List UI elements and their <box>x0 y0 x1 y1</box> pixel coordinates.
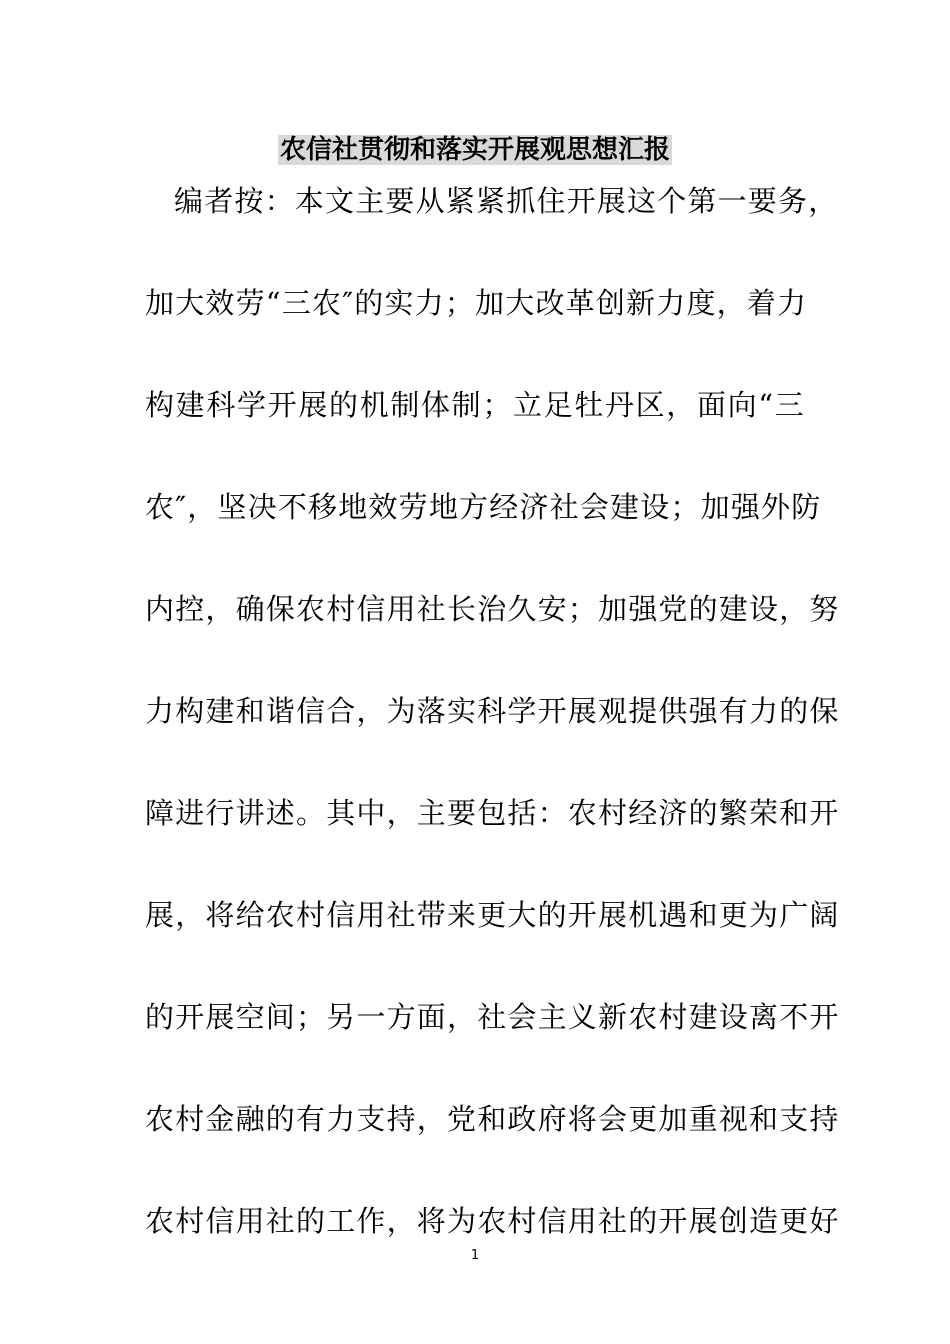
body-line: 加大效劳“三农″的实力；加大改革创新力度，着力 <box>145 286 808 320</box>
body-line: 内控，确保农村信用社长治久安；加强党的建设，努 <box>145 592 840 626</box>
document-title-text: 农信社贯彻和落实开展观思想汇报 <box>279 135 670 165</box>
document-body <box>145 178 840 1300</box>
body-line: 的开展空间；另一方面，社会主义新农村建设离不开 <box>145 1000 840 1034</box>
body-line: 编者按：本文主要从紧紧抓住开展这个第一要务， <box>174 184 839 218</box>
body-line: 农″，坚决不移地效劳地方经济社会建设；加强外防 <box>145 490 822 524</box>
body-line: 构建科学开展的机制体制；立足牡丹区，面向“三 <box>145 388 805 422</box>
body-line: 力构建和谐信合，为落实科学开展观提供强有力的保 <box>145 694 840 728</box>
body-line: 农村金融的有力支持，党和政府将会更加重视和支持 <box>145 1102 840 1136</box>
body-line: 农村信用社的工作，将为农村信用社的开展创造更好 <box>145 1204 840 1238</box>
document-title <box>0 131 950 169</box>
body-line: 障进行讲述。其中，主要包括：农村经济的繁荣和开 <box>145 796 840 830</box>
body-line: 展，将给农村信用社带来更大的开展机遇和更为广阔 <box>145 898 840 932</box>
page-number: 1 <box>470 1248 480 1263</box>
